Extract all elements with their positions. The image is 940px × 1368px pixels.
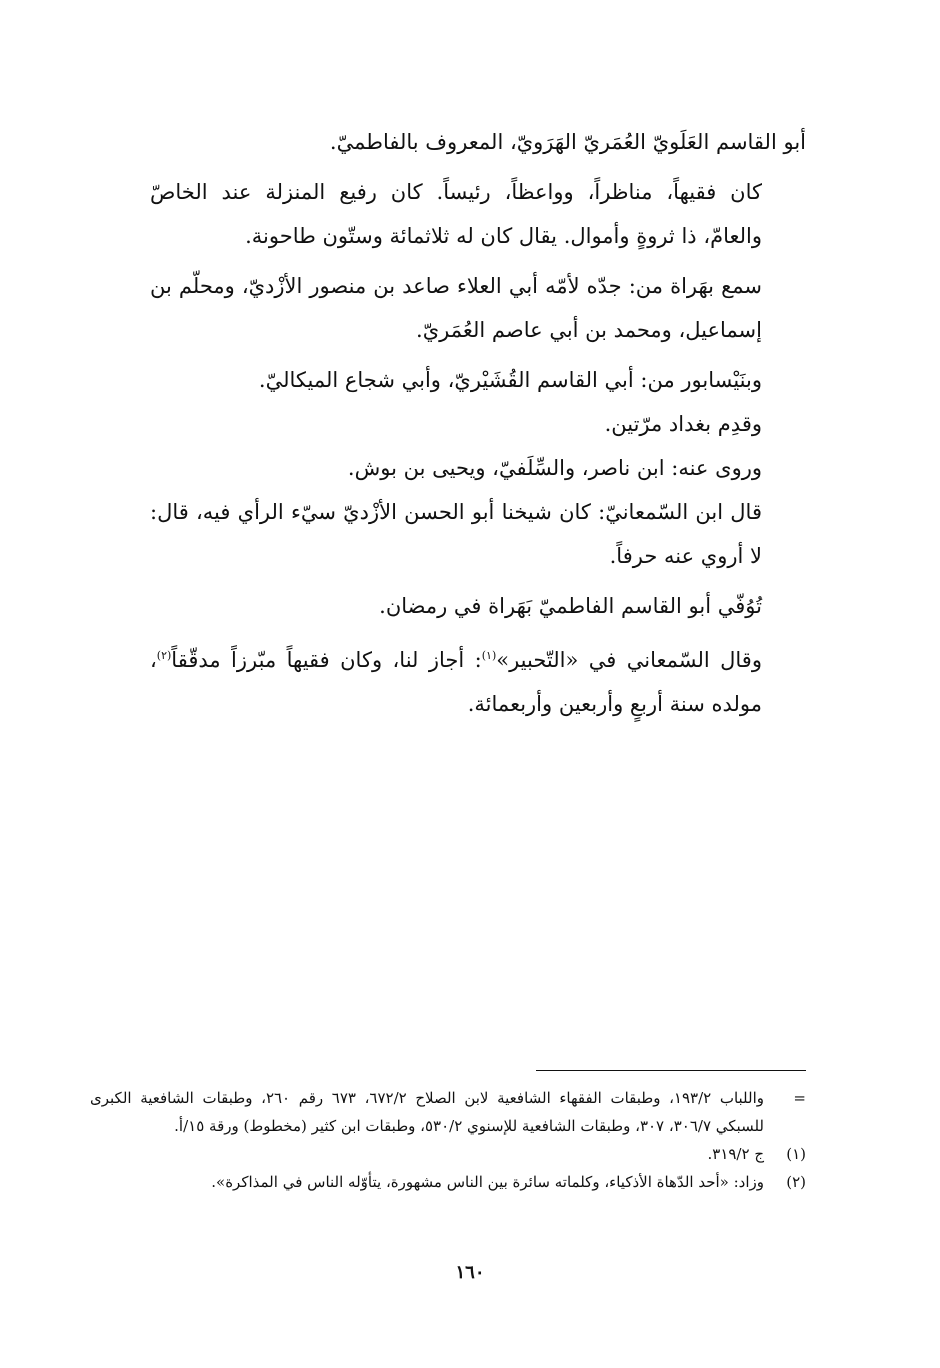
- paragraph-description: كان فقيهاً، مناظراً، وواعظاً، رئيساً. كان رفيع المنزلة عند الخاصّ والعامّ، ذا ثروةٍ وأموال. يقال كان له ثلاثمائة وستّون طاحونة.: [150, 180, 762, 248]
- tahbir-text-part-3: ، مولده سنة أربعٍ وأربعين وأربعمائة.: [150, 648, 762, 716]
- footnote-text: وزاد: «أحد الدّهاة الأذكياء، وكلماته سائرة بين الناس مشهورة، يتأوّله الناس في المذاكرة».: [211, 1173, 764, 1191]
- paragraph-samani-quote: قال ابن السّمعانيّ: كان شيخنا أبو الحسن الأزْديّ سيّء الرأي فيه، قال: لا أروي عنه حرفاً.: [150, 500, 762, 568]
- main-text: [150, 120, 806, 732]
- footnote-ref-2: (٢): [156, 649, 172, 662]
- paragraph-name: أبو القاسم العَلَويّ العُمَريّ الهَرَويّ، المعروف بالفاطميّ.: [329, 130, 806, 154]
- paragraph-tahbir: [150, 634, 806, 726]
- tahbir-text-part-1: وقال السّمعاني في «التّحبير»: [496, 648, 762, 672]
- paragraph-narrators: وروى عنه: ابن ناصر، والسِّلَفيّ، ويحيى بن بوش.: [347, 456, 762, 480]
- footnote-marker: =: [793, 1089, 806, 1107]
- tahbir-text-part-2: : أجاز لنا، وكان فقيهاً مبّرزاً مدقّقاً: [171, 648, 482, 672]
- paragraph-nishapur: وبنَيْسابور من: أبي القاسم القُشَيْريّ، وأبي شجاع الميكاليّ.: [258, 368, 762, 392]
- footnote-marker: (١): [786, 1145, 806, 1163]
- footnote-continued: [90, 1084, 806, 1140]
- paragraph-heard-in-herat: سمع بهَراة من: جدّه لأمّه أبي العلاء صاعد بن منصور الأزْديّ، ومحلّم بن إسماعيل، ومحمد بن أبي عاصم العُمَريّ.: [150, 274, 762, 342]
- footnote-1: [90, 1140, 806, 1168]
- page-number: ١٦٠: [455, 1262, 485, 1283]
- footnote-text: واللباب ١٩٣/٢، وطبقات الفقهاء الشافعية لابن الصلاح ٦٧٢/٢، ٦٧٣ رقم ٢٦٠، وطبقات الشافعية الكبرى للسبكي ٣٠٦/٧، ٣٠٧، وطبقات الشافعية للإسنوي ٥٣٠/٢، وطبقات ابن كثير (مخطوط) ورقة ١٥/أ.: [90, 1089, 764, 1135]
- footnote-text: ج ٣١٩/٢.: [707, 1145, 764, 1163]
- paragraph-death: تُوُفّي أبو القاسم الفاطميّ بَهَراة في رمضان.: [379, 594, 762, 618]
- footnote-separator: [536, 1070, 806, 1071]
- footnote-marker: (٢): [786, 1173, 806, 1191]
- footnote-ref-1: (١): [481, 649, 497, 662]
- footnote-2: [90, 1168, 806, 1196]
- paragraph-baghdad: وقدِم بغداد مرّتين.: [604, 412, 762, 436]
- footnotes: [90, 1084, 806, 1196]
